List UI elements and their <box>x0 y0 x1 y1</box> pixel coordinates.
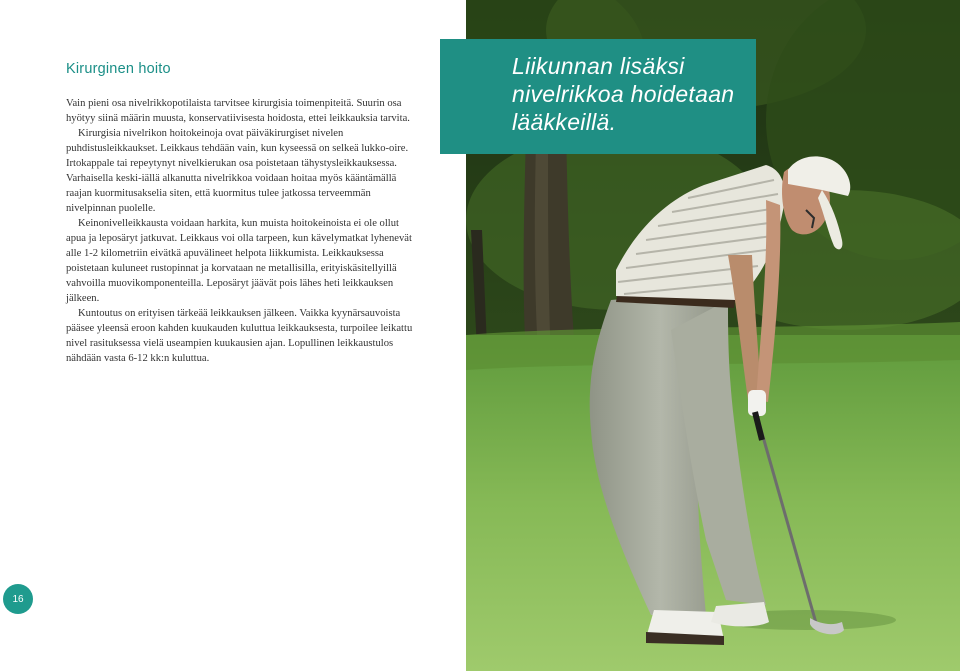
paragraph: Keinonivelleikkausta voidaan harkita, kun muista hoitokeinoista ei ole ollut apua ja leposäryt jatkuvat. Leikkaus voi olla tarpeen, kun kävelymatkat lyhenevät alle 1-2 kilometriin eivätkä apuvälineet helpota liikkumista. Leikkauksessa poistetaan kuluneet rustopinnat ja korvataan ne metallisilla, erityiskäsitellyillä vahvoilla muovikomponenteilla. Leposäryt jäävät pois lähes heti leikkauksen jälkeen. <box>66 218 412 304</box>
text-page <box>0 0 466 671</box>
paragraph: Kuntoutus on erityisen tärkeää leikkauksen jälkeen. Vaikka kyynärsauvoista pääsee yleensä eroon kahden kuukauden kuluttua leikkauksesta, turpoilee leikattu nivel rasituksessa vielä useampien kuukausien ajan. Lopullinen leikkaustulos nähdään vasta 6-12 kk:n kuluttua. <box>66 308 413 364</box>
body-text <box>66 96 416 366</box>
pull-quote-text: Liikunnan lisäksi nivelrikkoa hoidetaan lääkkeillä. <box>512 53 735 135</box>
paragraph: Kirurgisia nivelrikon hoitokeinoja ovat päiväkirurgiset nivelen puhdistusleikkaukset. Leikkaus tehdään vain, kun kyseessä on selkeä lukko-oire. Irtokappale tai repeytynyt nivelkierukan osa poistetaan tähystysleikkauksessa. Varhaisella keski-iällä alkanutta nivelrikkoa voidaan hoitaa myös kääntämällä raajan kuormitusakselia siten, että kuormitus tulee jatkossa terveemmän nivelpinnan puolelle. <box>66 128 409 214</box>
page-number-badge: 16 <box>3 584 33 614</box>
section-heading: Kirurginen hoito <box>66 61 171 77</box>
pull-quote-box <box>440 39 756 154</box>
paragraph: Vain pieni osa nivelrikkopotilaista tarvitsee kirurgisia toimenpiteitä. Suurin osa hyötyy siinä määrin muusta, konservatiivisesta hoidosta, ettei leikkauksia tarvita. <box>66 98 410 124</box>
